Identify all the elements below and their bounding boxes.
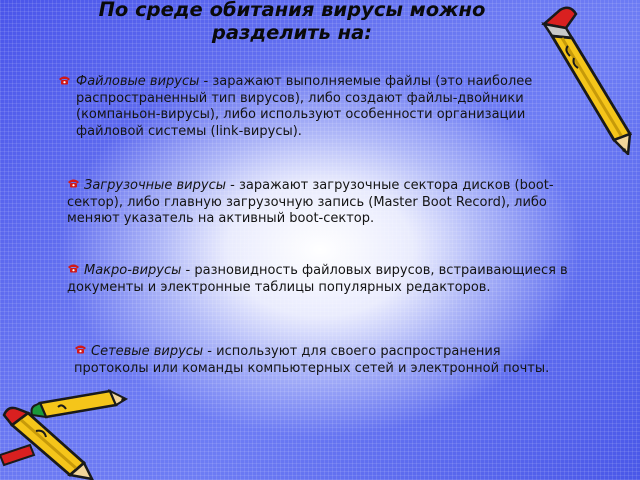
virus-type-item-boot [67,178,587,228]
telephone-bullet-icon [67,178,80,188]
virus-type-item-macro [67,263,587,296]
virus-term: Файловые вирусы [76,74,200,89]
virus-term: Макро-вирусы [84,263,182,278]
slide-title-line-1: По среде обитания вирусы можно [98,0,486,21]
telephone-bullet-icon [74,344,87,354]
pencils-icon [0,385,130,480]
virus-term: Сетевые вирусы [91,344,204,359]
slide-title-line-2: разделить на: [211,21,373,44]
virus-description: - используют для своего распространения протоколы или команды компьютерных сетей и электронной почты. [74,344,550,376]
virus-description: - заражают загрузочные сектора дисков (boot-сектор), либо главную загрузочную запись (Master Boot Record), либо меняют указатель на активный boot-сектор. [67,178,554,226]
pencil-icon [536,0,640,155]
virus-type-item-file [58,74,578,140]
slide-title [62,0,522,44]
telephone-bullet-icon [67,263,80,273]
virus-description: - разновидность файловых вирусов, встраивающиеся в документы и электронные таблицы популярных редакторов. [67,263,568,295]
virus-description: - заражают выполняемые файлы (это наиболее распространенный тип вирусов), либо создают файлы-двойники (компаньон-вирусы), либо используют особенности организации файловой системы (link-вирусы). [76,74,533,139]
virus-type-item-network [74,344,554,377]
virus-term: Загрузочные вирусы [84,178,226,193]
telephone-bullet-icon [58,75,71,85]
